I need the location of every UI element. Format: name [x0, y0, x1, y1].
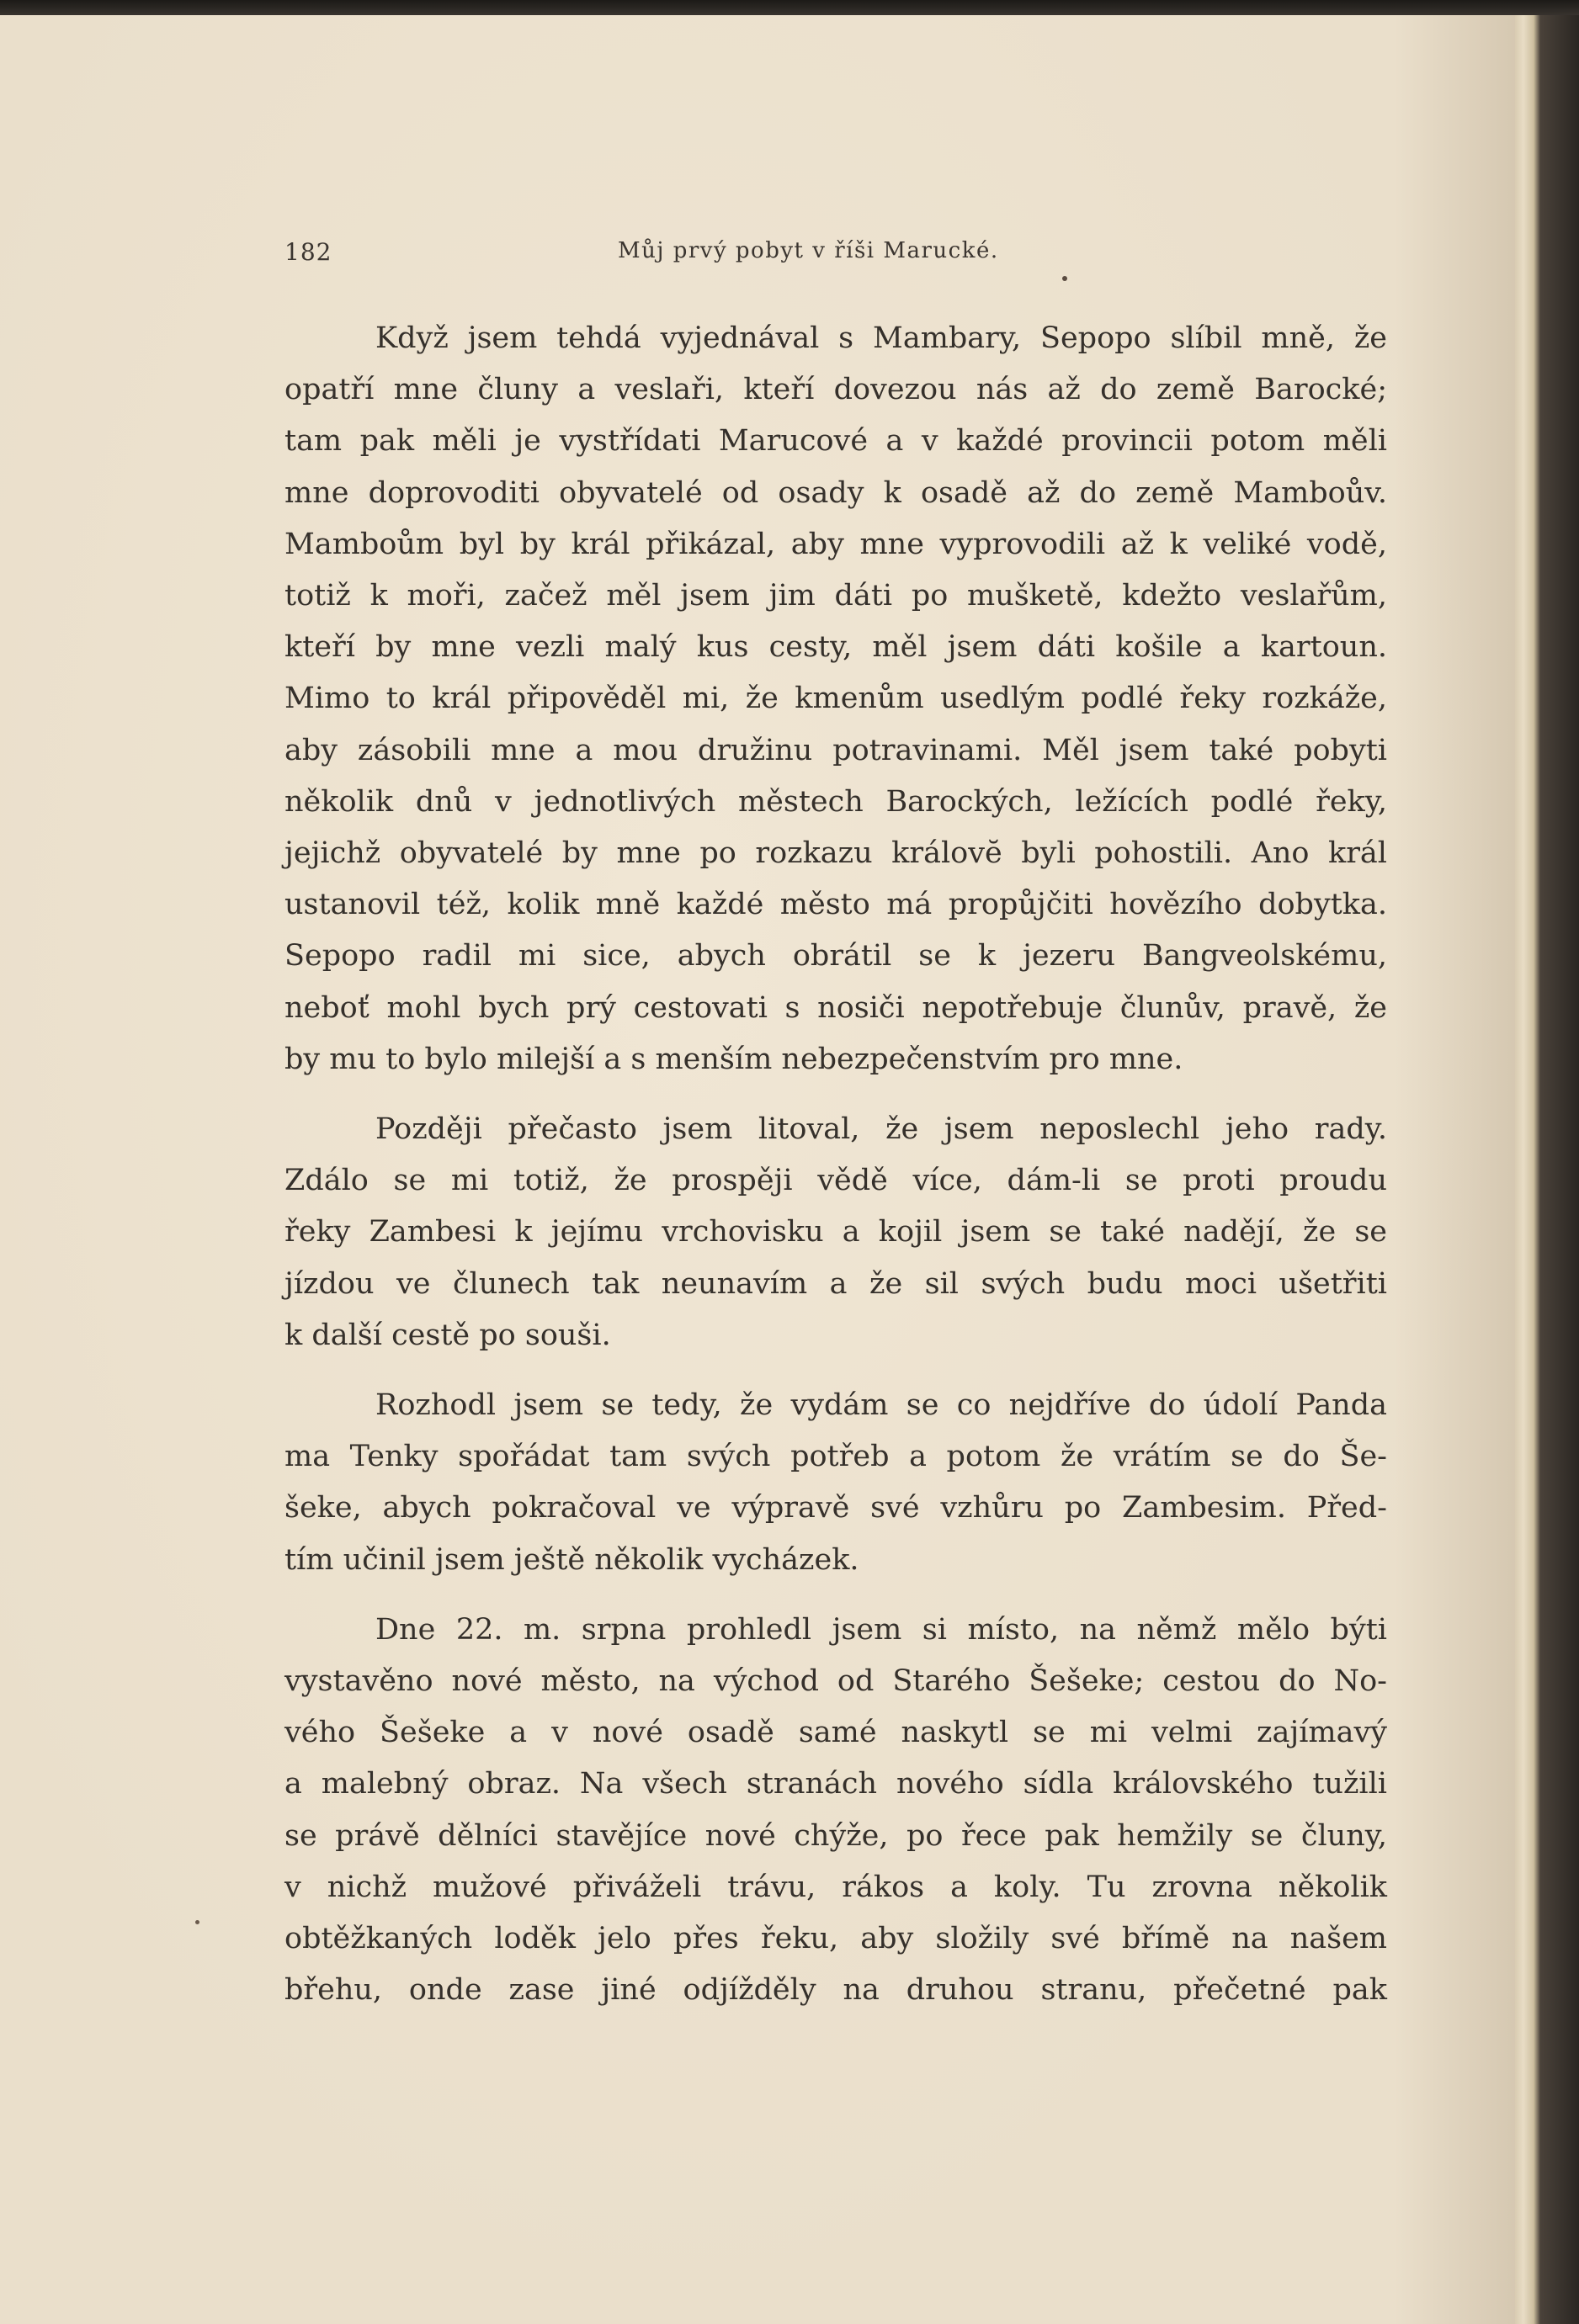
paragraph — [284, 1380, 1387, 1586]
text-line: jízdou ve člunech tak neunavím a že sil svých budu moci ušetřiti — [284, 1266, 1387, 1301]
text-line: mne doprovoditi obyvatelé od osady k osadě až do země Mamboův. — [284, 475, 1387, 510]
top-shadow — [0, 0, 1579, 17]
text-line: řeky Zambesi k jejímu vrchovisku a kojil jsem se také nadějí, že se — [284, 1215, 1387, 1250]
text-line: tam pak měli je vystřídati Marucové a v každé provincii potom měli — [284, 424, 1387, 459]
text-line: obtěžkaných loděk jelo přes řeku, aby složily své břímě na našem — [284, 1922, 1387, 1956]
running-title: Můj prvý pobyt v říši Marucké. — [618, 238, 999, 263]
text-line: Zdálo se mi totiž, že prospěji vědě více, dám-li se proti proudu — [284, 1164, 1387, 1198]
text-line: by mu to bylo milejší a s menším nebezpečenstvím pro mne. — [284, 1042, 1183, 1076]
text-line: vystavěno nové město, na východ od Starého Šešeke; cestou do No- — [284, 1664, 1387, 1699]
text-line: Sepopo radil mi sice, abych obrátil se k jezeru Bangveolskému, — [284, 939, 1387, 974]
text-line: se právě dělníci stavějíce nové chýže, po řece pak hemžily se čluny, — [284, 1818, 1387, 1853]
text-line: v nichž mužové přiváželi trávu, rákos a koly. Tu zrovna několik — [284, 1870, 1387, 1904]
text-line: břehu, onde zase jiné odjížděly na druhou stranu, přečetné pak — [284, 1973, 1387, 2008]
body-text — [284, 313, 1387, 2035]
page-number: 182 — [284, 238, 332, 266]
ink-speck — [1062, 276, 1067, 281]
text-line: k další cestě po souši. — [284, 1318, 611, 1352]
text-line: vého Šešeke a v nové osadě samé naskytl se mi velmi zajímavý — [284, 1716, 1387, 1750]
text-line: Dne 22. m. srpna prohledl jsem si místo, na němž mělo býti — [375, 1612, 1387, 1647]
text-line: šeke, abych pokračoval ve výpravě své vzhůru po Zambesim. Před- — [284, 1491, 1387, 1525]
text-line: totiž k moři, začež měl jsem jim dáti po mušketě, kdežto veslařům, — [284, 579, 1387, 613]
paragraph — [284, 1104, 1387, 1361]
text-line: Mamboům byl by král přikázal, aby mne vyprovodili až k veliké vodě, — [284, 527, 1387, 561]
text-line: tím učinil jsem ještě několik vycházek. — [284, 1542, 859, 1577]
text-line: Rozhodl jsem se tedy, že vydám se co nejdříve do údolí Panda — [375, 1388, 1387, 1423]
text-line: ustanovil též, kolik mně každé město má propůjčiti hovězího dobytka. — [284, 888, 1387, 922]
text-line: několik dnů v jednotlivých městech Barockých, ležících podlé řeky, — [284, 784, 1387, 819]
text-line: ma Tenky spořádat tam svých potřeb a potom že vrátím se do Še- — [284, 1440, 1387, 1474]
paragraph — [284, 1605, 1387, 2017]
page-header — [284, 238, 1093, 272]
text-line: neboť mohl bych prý cestovati s nosiči nepotřebuje člunův, pravě, že — [284, 990, 1387, 1025]
text-line: aby zásobili mne a mou družinu potravinami. Měl jsem také pobyti — [284, 733, 1387, 767]
text-line: a malebný obraz. Na všech stranách nového sídla královského tužili — [284, 1767, 1387, 1801]
text-line: Když jsem tehdá vyjednával s Mambary, Sepopo slíbil mně, že — [375, 321, 1387, 355]
ink-speck — [195, 1920, 199, 1924]
text-line: Mimo to král připověděl mi, že kmenům usedlým podlé řeky rozkáže, — [284, 682, 1387, 716]
paragraph — [284, 313, 1387, 1085]
text-line: Později přečasto jsem litoval, že jsem neposlechl jeho rady. — [375, 1112, 1387, 1147]
text-line: jejichž obyvatelé by mne po rozkazu královĕ byli pohostili. Ano král — [284, 836, 1387, 871]
page-edge — [1515, 15, 1579, 2324]
text-line: opatří mne čluny a veslaři, kteří dovezou nás až do země Barocké; — [284, 373, 1387, 407]
text-line: kteří by mne vezli malý kus cesty, měl jsem dáti košile a kartoun. — [284, 630, 1387, 665]
